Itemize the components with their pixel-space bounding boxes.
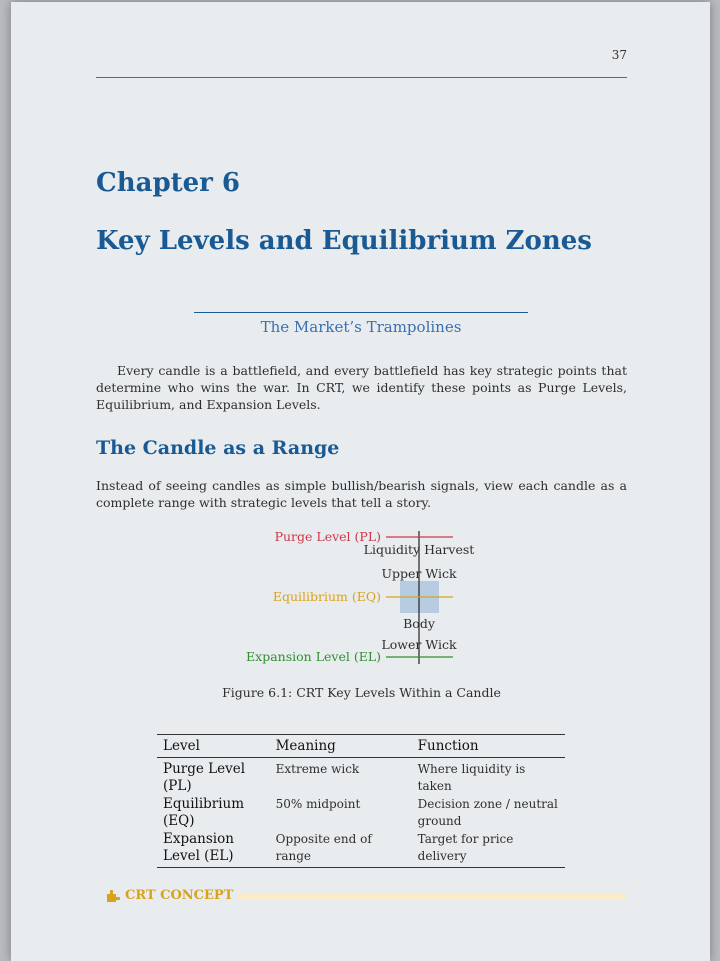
table-cell: Where liquidity is taken [417, 762, 526, 793]
candle-levels-figure [11, 522, 710, 672]
epigraph-rule [194, 312, 528, 313]
header-level: Level [157, 735, 270, 758]
body-label: Body [403, 616, 435, 631]
table-cell: Purge Level (PL) [163, 761, 246, 794]
table-cell: Decision zone / neutral ground [417, 797, 558, 828]
table-cell: Equilibrium (EQ) [163, 796, 245, 829]
page-number: 37 [611, 48, 627, 62]
crt-concept-label: CRT CONCEPT [125, 888, 234, 903]
liquidity-harvest-label: Liquidity Harvest [363, 542, 475, 557]
lower-wick-label: Lower Wick [381, 637, 457, 652]
intro-paragraph: Every candle is a battlefield, and every battlefield has key strategic points that determine who wins the war. In CRT, we identify these points as Purge Levels, Equilibrium, and Expansion Levels. [96, 363, 627, 412]
candle-diagram [11, 522, 710, 672]
table-row [157, 758, 565, 796]
table-cell: Target for price delivery [412, 830, 565, 868]
puzzle-icon [106, 889, 120, 903]
table-cell: Opposite end of range [270, 830, 412, 868]
chapter-title: Key Levels and Equilibrium Zones [96, 226, 592, 256]
equilibrium-label: Equilibrium (EQ) [272, 589, 381, 604]
table-row [157, 830, 565, 868]
epigraph: The Market’s Trampolines [260, 318, 462, 336]
section-paragraph: Instead of seeing candles as simple bullish/bearish signals, view each candle as a complete range with strategic levels that tell a story. [96, 478, 627, 510]
table-cell: Extreme wick [275, 762, 360, 776]
upper-wick-label: Upper Wick [381, 566, 457, 581]
table-row [157, 795, 565, 830]
header-meaning: Meaning [270, 735, 412, 758]
section-title: The Candle as a Range [96, 437, 340, 459]
header-rule [96, 77, 627, 78]
purge-level-label: Purge Level (PL) [274, 529, 381, 544]
levels-table [157, 734, 565, 868]
header-function: Function [412, 735, 565, 758]
expansion-level-label: Expansion Level (EL) [246, 649, 381, 664]
document-page [11, 2, 710, 961]
chapter-label: Chapter 6 [96, 168, 241, 198]
figure-caption: Figure 6.1: CRT Key Levels Within a Candle [222, 685, 501, 700]
table-cell: 50% midpoint [275, 797, 361, 811]
crt-concept-callout [106, 888, 237, 903]
table-cell: Expansion Level (EL) [157, 830, 270, 868]
table-header-row [157, 735, 565, 758]
